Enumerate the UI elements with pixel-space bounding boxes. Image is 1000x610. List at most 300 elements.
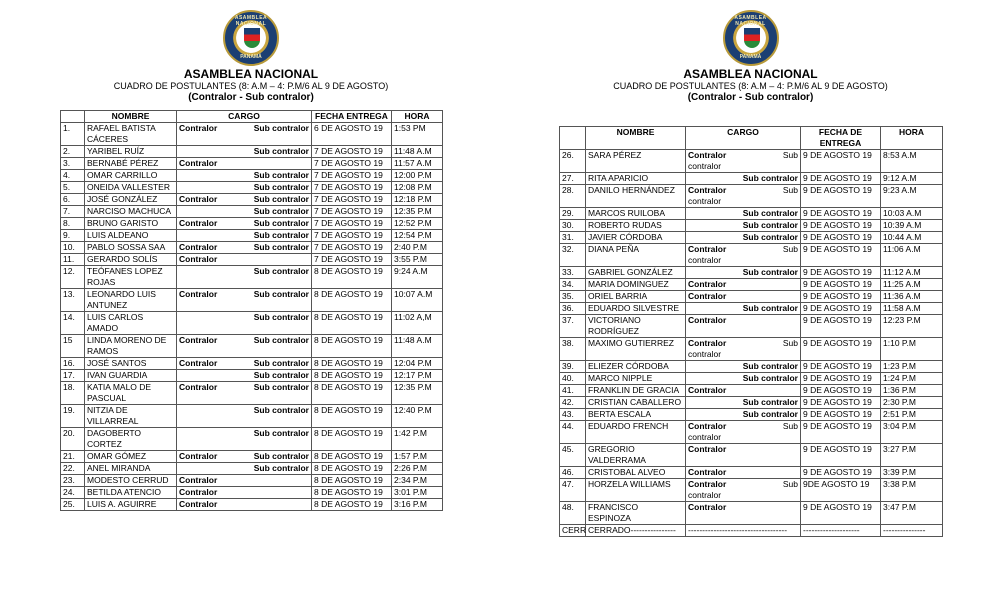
cargo-cell	[177, 289, 312, 312]
applicant-name: MARIA DOMINGUEZ	[586, 279, 686, 291]
fecha-entrega: 7 DE AGOSTO 19	[312, 218, 392, 230]
cargo-contralor: Contralor	[688, 467, 727, 477]
applicant-name: CRISTOBAL ALVEO	[586, 467, 686, 479]
fecha-entrega: 7 DE AGOSTO 19	[312, 170, 392, 182]
cargo-subcontralor: Sub contralor	[253, 312, 309, 322]
cargo-cell	[686, 525, 801, 537]
row-number: 19.	[61, 405, 85, 428]
row-number: 24.	[61, 487, 85, 499]
col-num-header	[560, 127, 586, 150]
applicant-name: NITZIA DE VILLARREAL	[85, 405, 177, 428]
cargo-subcontralor: Sub	[782, 479, 798, 489]
table-row	[560, 208, 943, 220]
col-cargo-header: CARGO	[177, 111, 312, 123]
cargo-subcontralor: Sub contralor	[742, 373, 798, 383]
applicant-name: LUIS A. AGUIRRE	[85, 499, 177, 511]
cargo-cell	[686, 267, 801, 279]
hora: 11:58 A.M	[881, 303, 943, 315]
cargo-contralor: Contralor	[688, 502, 727, 512]
table-row	[61, 499, 443, 511]
fecha-entrega: 7 DE AGOSTO 19	[312, 206, 392, 218]
applicant-name: ONEIDA VALLESTER	[85, 182, 177, 194]
applicant-name: ELIEZER CÓRDOBA	[586, 361, 686, 373]
cargo-subcontralor-cont: contralor	[688, 196, 722, 206]
fecha-entrega: 6 DE AGOSTO 19	[312, 123, 392, 146]
hora: 3:55 P.M	[392, 254, 443, 266]
hora: 2:51 P.M	[881, 409, 943, 421]
cargo-contralor: Contralor	[179, 358, 218, 368]
hora: 12:23 P.M	[881, 315, 943, 338]
cargo-subcontralor: Sub contralor	[253, 463, 309, 473]
applicant-name: DIANA PEÑA	[586, 244, 686, 267]
cargo-cell	[177, 499, 312, 511]
cargo-cell	[686, 502, 801, 525]
cargo-cell	[686, 361, 801, 373]
cargo-contralor: Contralor	[179, 194, 218, 204]
hora: 10:39 A.M	[881, 220, 943, 232]
row-number: 33.	[560, 267, 586, 279]
fecha-entrega: 7 DE AGOSTO 19	[312, 254, 392, 266]
row-number: 34.	[560, 279, 586, 291]
table-row	[560, 479, 943, 502]
applicant-name: VICTORIANO RODRÍGUEZ	[586, 315, 686, 338]
cargo-cell	[686, 409, 801, 421]
table-row	[560, 150, 943, 173]
cargo-cell	[177, 335, 312, 358]
fecha-entrega: 9 DE AGOSTO 19	[801, 421, 881, 444]
hora: 9:24 A.M	[392, 266, 443, 289]
hora: 1:23 P.M	[881, 361, 943, 373]
cargo-contralor: Contralor	[688, 479, 727, 489]
applicant-name: IVAN GUARDIA	[85, 370, 177, 382]
hora: 11:25 A.M	[881, 279, 943, 291]
cargo-cell	[177, 170, 312, 182]
cargo-cell	[686, 444, 801, 467]
row-number: 9.	[61, 230, 85, 242]
cargo-contralor: Contralor	[179, 335, 218, 345]
hora: 3:16 P.M	[392, 499, 443, 511]
fecha-entrega: 8 DE AGOSTO 19	[312, 451, 392, 463]
fecha-entrega: 8 DE AGOSTO 19	[312, 463, 392, 475]
cargo-cell	[177, 218, 312, 230]
row-number: 10.	[61, 242, 85, 254]
hora: 10:07 A.M	[392, 289, 443, 312]
cargo-subcontralor: Sub contralor	[253, 289, 309, 299]
table-row	[61, 206, 443, 218]
row-number: 8.	[61, 218, 85, 230]
cargo-subcontralor: Sub contralor	[253, 146, 309, 156]
cargo-cell	[177, 370, 312, 382]
cargo-contralor: Contralor	[179, 242, 218, 252]
applicant-name: BERTA ESCALA	[586, 409, 686, 421]
fecha-entrega: 8 DE AGOSTO 19	[312, 487, 392, 499]
cargo-cell	[686, 150, 801, 173]
hora: 12:35 P.M	[392, 382, 443, 405]
applicant-name: ORIEL BARRIA	[586, 291, 686, 303]
cargo-cell	[177, 242, 312, 254]
cargo-cell	[177, 451, 312, 463]
applicants-table-right	[559, 126, 943, 537]
applicant-name: EDUARDO SILVESTRE	[586, 303, 686, 315]
table-row	[560, 373, 943, 385]
table-row	[61, 475, 443, 487]
applicant-name: OMAR GÓMEZ	[85, 451, 177, 463]
cargo-subcontralor: Sub contralor	[253, 370, 309, 380]
table-row	[560, 444, 943, 467]
table-row	[61, 358, 443, 370]
row-number: 35.	[560, 291, 586, 303]
table-row	[560, 185, 943, 208]
fecha-entrega: 7 DE AGOSTO 19	[312, 146, 392, 158]
hora: 3:01 P.M	[392, 487, 443, 499]
fecha-entrega: 9 DE AGOSTO 19	[801, 220, 881, 232]
row-number: 16.	[61, 358, 85, 370]
table-row	[61, 463, 443, 475]
table-row	[61, 194, 443, 206]
asamblea-seal-icon	[723, 10, 779, 66]
table-row	[61, 382, 443, 405]
row-number: 17.	[61, 370, 85, 382]
hora: 10:44 A.M	[881, 232, 943, 244]
row-number: 30.	[560, 220, 586, 232]
fecha-entrega: 7 DE AGOSTO 19	[312, 230, 392, 242]
applicant-name: LUIS ALDEANO	[85, 230, 177, 242]
table-row	[61, 254, 443, 266]
hora: 10:03 A.M	[881, 208, 943, 220]
col-name-header: NOMBRE	[586, 127, 686, 150]
applicant-name: FRANKLIN DE GRACIA	[586, 385, 686, 397]
fecha-entrega: 9 DE AGOSTO 19	[801, 173, 881, 185]
cargo-contralor: Contralor	[688, 315, 727, 325]
applicant-name: EDUARDO FRENCH	[586, 421, 686, 444]
hora: 3:39 P.M	[881, 467, 943, 479]
cargo-contralor: Contralor	[179, 289, 218, 299]
fecha-entrega: 9 DE AGOSTO 19	[801, 232, 881, 244]
row-number: 2.	[61, 146, 85, 158]
table-row	[61, 289, 443, 312]
cargo-contralor: Contralor	[688, 444, 727, 454]
applicant-name: BERNABÉ PÉREZ	[85, 158, 177, 170]
hora: 11:57 A.M	[392, 158, 443, 170]
fecha-entrega: 8 DE AGOSTO 19	[312, 428, 392, 451]
cargo-subcontralor: Sub contralor	[742, 173, 798, 183]
hora: 12:18 P.M	[392, 194, 443, 206]
table-row	[61, 487, 443, 499]
cargo-contralor: -----------------------------------	[688, 525, 788, 535]
hora: 3:38 P.M	[881, 479, 943, 502]
fecha-entrega: 7 DE AGOSTO 19	[312, 158, 392, 170]
col-fecha-header: FECHA DE ENTREGA	[801, 127, 881, 150]
table-row	[61, 158, 443, 170]
applicant-name: LINDA MORENO DE RAMOS	[85, 335, 177, 358]
cargo-contralor: Contralor	[179, 254, 218, 264]
row-number: 43.	[560, 409, 586, 421]
shield-icon	[744, 28, 760, 48]
cargo-subcontralor-cont: contralor	[688, 255, 722, 265]
hora: 2:34 P.M	[392, 475, 443, 487]
cargo-cell	[686, 244, 801, 267]
fecha-entrega: 7 DE AGOSTO 19	[312, 194, 392, 206]
cargo-contralor: Contralor	[688, 291, 727, 301]
cargo-cell	[686, 315, 801, 338]
hora: 12:40 P.M	[392, 405, 443, 428]
applicant-name: ANEL MIRANDA	[85, 463, 177, 475]
cargo-subcontralor: Sub	[782, 338, 798, 348]
fecha-entrega: 9 DE AGOSTO 19	[801, 338, 881, 361]
fecha-entrega: 9 DE AGOSTO 19	[801, 267, 881, 279]
cargo-subcontralor: Sub contralor	[253, 335, 309, 345]
table-row	[560, 173, 943, 185]
hora: 2:40 P.M	[392, 242, 443, 254]
row-number: 25.	[61, 499, 85, 511]
applicant-name: JOSÉ GONZÁLEZ	[85, 194, 177, 206]
table-row	[560, 315, 943, 338]
col-cargo-header: CARGO	[686, 127, 801, 150]
document-subtitle-role: (Contralor - Sub contralor)	[188, 92, 314, 103]
seal-top-text: ASAMBLEA NACIONAL	[734, 15, 767, 27]
fecha-entrega: 9 DE AGOSTO 19	[801, 208, 881, 220]
applicant-name: CERRADO----------------	[586, 525, 686, 537]
hora: 11:48 A.M	[392, 335, 443, 358]
applicant-name: HORZELA WILLIAMS	[586, 479, 686, 502]
row-number: 3.	[61, 158, 85, 170]
row-number: CERR	[560, 525, 586, 537]
table-row	[560, 220, 943, 232]
cargo-cell	[177, 463, 312, 475]
col-name-header: NOMBRE	[85, 111, 177, 123]
document-subtitle: CUADRO DE POSTULANTES (8: A.M – 4: P.M/6 AL 9 DE AGOSTO)	[613, 81, 888, 91]
cargo-subcontralor-cont: contralor	[688, 490, 722, 500]
cargo-cell	[177, 266, 312, 289]
applicant-name: OMAR CARRILLO	[85, 170, 177, 182]
row-number: 7.	[61, 206, 85, 218]
cargo-cell	[686, 479, 801, 502]
applicant-name: BETILDA ATENCIO	[85, 487, 177, 499]
cargo-subcontralor: Sub contralor	[742, 232, 798, 242]
row-number: 32.	[560, 244, 586, 267]
table-row	[61, 182, 443, 194]
cargo-cell	[686, 279, 801, 291]
applicant-name: RAFAEL BATISTA CÁCERES	[85, 123, 177, 146]
seal-top-text: ASAMBLEA NACIONAL	[234, 15, 268, 27]
applicant-name: MAXIMO GUTIERREZ	[586, 338, 686, 361]
cargo-contralor: Contralor	[179, 499, 218, 509]
row-number: 28.	[560, 185, 586, 208]
table-row	[61, 335, 443, 358]
fecha-entrega: 8 DE AGOSTO 19	[312, 312, 392, 335]
fecha-entrega: 8 DE AGOSTO 19	[312, 335, 392, 358]
col-fecha-header: FECHA ENTREGA	[312, 111, 392, 123]
cargo-contralor: Contralor	[179, 451, 218, 461]
hora: 2:26 P.M	[392, 463, 443, 475]
cargo-cell	[177, 312, 312, 335]
applicant-name: GERARDO SOLÍS	[85, 254, 177, 266]
row-number: 47.	[560, 479, 586, 502]
hora: 1:57 P.M	[392, 451, 443, 463]
hora: 1:36 P.M	[881, 385, 943, 397]
table-row	[61, 428, 443, 451]
table-row	[61, 242, 443, 254]
table-row	[560, 267, 943, 279]
row-number: 20.	[61, 428, 85, 451]
seal-bottom-text: PANAMÁ	[240, 54, 262, 60]
shield-icon	[244, 28, 260, 48]
cargo-cell	[686, 208, 801, 220]
table-row	[61, 405, 443, 428]
hora: 1:24 P.M	[881, 373, 943, 385]
hora: 11:12 A.M	[881, 267, 943, 279]
row-number: 29.	[560, 208, 586, 220]
fecha-entrega: 8 DE AGOSTO 19	[312, 475, 392, 487]
table-row	[560, 385, 943, 397]
cargo-cell	[686, 185, 801, 208]
table-row	[61, 123, 443, 146]
row-number: 36.	[560, 303, 586, 315]
cargo-cell	[177, 123, 312, 146]
fecha-entrega: 8 DE AGOSTO 19	[312, 370, 392, 382]
fecha-entrega: 8 DE AGOSTO 19	[312, 289, 392, 312]
cargo-cell	[177, 158, 312, 170]
row-number: 14.	[61, 312, 85, 335]
applicant-name: SARA PÉREZ	[586, 150, 686, 173]
table-row	[560, 244, 943, 267]
fecha-entrega: --------------------	[801, 525, 881, 537]
col-num-header	[61, 111, 85, 123]
table-header-row	[61, 111, 443, 123]
table-row	[61, 170, 443, 182]
table-row	[560, 409, 943, 421]
cargo-contralor: Contralor	[688, 338, 727, 348]
row-number: 46.	[560, 467, 586, 479]
row-number: 11.	[61, 254, 85, 266]
table-row	[61, 146, 443, 158]
row-number: 27.	[560, 173, 586, 185]
cargo-contralor: Contralor	[179, 487, 218, 497]
applicant-name: CRISTIAN CABALLERO	[586, 397, 686, 409]
fecha-entrega: 9 DE AGOSTO 19	[801, 502, 881, 525]
fecha-entrega: 9 DE AGOSTO 19	[801, 444, 881, 467]
row-number: 5.	[61, 182, 85, 194]
applicant-name: LUIS CARLOS AMADO	[85, 312, 177, 335]
table-row	[560, 232, 943, 244]
table-row	[560, 502, 943, 525]
col-hora-header: HORA	[392, 111, 443, 123]
fecha-entrega: 9 DE AGOSTO 19	[801, 315, 881, 338]
cargo-cell	[177, 487, 312, 499]
hora: 2:30 P.M	[881, 397, 943, 409]
table-row	[61, 266, 443, 289]
document-subtitle: CUADRO DE POSTULANTES (8: A.M – 4: P.M/6 AL 9 DE AGOSTO)	[113, 81, 389, 91]
fecha-entrega: 9 DE AGOSTO 19	[801, 303, 881, 315]
hora: 1:10 P.M	[881, 338, 943, 361]
row-number: 41.	[560, 385, 586, 397]
applicant-name: TEÓFANES LOPEZ ROJAS	[85, 266, 177, 289]
cargo-cell	[686, 303, 801, 315]
cargo-subcontralor: Sub contralor	[253, 194, 309, 204]
row-number: 15	[61, 335, 85, 358]
fecha-entrega: 7 DE AGOSTO 19	[312, 242, 392, 254]
fecha-entrega: 8 DE AGOSTO 19	[312, 382, 392, 405]
cargo-cell	[686, 338, 801, 361]
hora: 1:42 P.M	[392, 428, 443, 451]
row-number: 23.	[61, 475, 85, 487]
fecha-entrega: 7 DE AGOSTO 19	[312, 182, 392, 194]
table-row	[61, 451, 443, 463]
fecha-entrega: 9 DE AGOSTO 19	[801, 385, 881, 397]
hora: 11:48 A.M	[392, 146, 443, 158]
cargo-subcontralor: Sub contralor	[742, 303, 798, 313]
table-row	[61, 230, 443, 242]
row-number: 4.	[61, 170, 85, 182]
right-header	[559, 10, 942, 104]
row-number: 45.	[560, 444, 586, 467]
cargo-contralor: Contralor	[179, 218, 218, 228]
applicant-name: PABLO SOSSA SAA	[85, 242, 177, 254]
cargo-subcontralor: Sub contralor	[253, 182, 309, 192]
applicant-name: JOSÉ SANTOS	[85, 358, 177, 370]
fecha-entrega: 9 DE AGOSTO 19	[801, 397, 881, 409]
applicant-name: MODESTO CERRUD	[85, 475, 177, 487]
cargo-contralor: Contralor	[688, 150, 727, 160]
row-number: 1.	[61, 123, 85, 146]
fecha-entrega: 8 DE AGOSTO 19	[312, 499, 392, 511]
row-number: 39.	[560, 361, 586, 373]
hora: 12:52 P.M	[392, 218, 443, 230]
document-subtitle-role: (Contralor - Sub contralor)	[687, 92, 814, 103]
applicant-name: MARCOS RUILOBA	[586, 208, 686, 220]
hora: 12:35 P.M	[392, 206, 443, 218]
applicant-name: RITA APARICIO	[586, 173, 686, 185]
cargo-contralor: Contralor	[688, 185, 727, 195]
cargo-subcontralor: Sub contralor	[253, 218, 309, 228]
cargo-cell	[177, 146, 312, 158]
hora: 11:06 A.M	[881, 244, 943, 267]
cargo-subcontralor: Sub contralor	[742, 220, 798, 230]
row-number: 22.	[61, 463, 85, 475]
applicant-name: YARIBEL RUÍZ	[85, 146, 177, 158]
hora: 12:54 P.M	[392, 230, 443, 242]
table-row	[560, 279, 943, 291]
cargo-cell	[177, 206, 312, 218]
col-hora-header: HORA	[881, 127, 943, 150]
cargo-subcontralor-cont: contralor	[688, 432, 722, 442]
row-number: 21.	[61, 451, 85, 463]
seal-bottom-text: PANAMÁ	[739, 54, 762, 60]
fecha-entrega: 9 DE AGOSTO 19	[801, 409, 881, 421]
row-number: 48.	[560, 502, 586, 525]
applicant-name: GREGORIO VALDERRAMA	[586, 444, 686, 467]
row-number: 40.	[560, 373, 586, 385]
cargo-subcontralor: Sub	[782, 421, 798, 431]
cargo-cell	[686, 421, 801, 444]
row-number: 6.	[61, 194, 85, 206]
hora: ---------------	[881, 525, 943, 537]
cargo-subcontralor: Sub contralor	[742, 267, 798, 277]
cargo-contralor: Contralor	[688, 421, 727, 431]
cargo-contralor: Contralor	[688, 279, 727, 289]
fecha-entrega: 9 DE AGOSTO 19	[801, 185, 881, 208]
table-row	[560, 525, 943, 537]
table-row	[560, 303, 943, 315]
fecha-entrega: 8 DE AGOSTO 19	[312, 358, 392, 370]
cargo-subcontralor: Sub	[782, 244, 798, 254]
row-number: 31.	[560, 232, 586, 244]
cargo-cell	[177, 475, 312, 487]
cargo-subcontralor: Sub contralor	[742, 361, 798, 371]
cargo-cell	[686, 467, 801, 479]
document-title: ASAMBLEA NACIONAL	[183, 67, 319, 81]
hora: 12:04 P.M	[392, 358, 443, 370]
